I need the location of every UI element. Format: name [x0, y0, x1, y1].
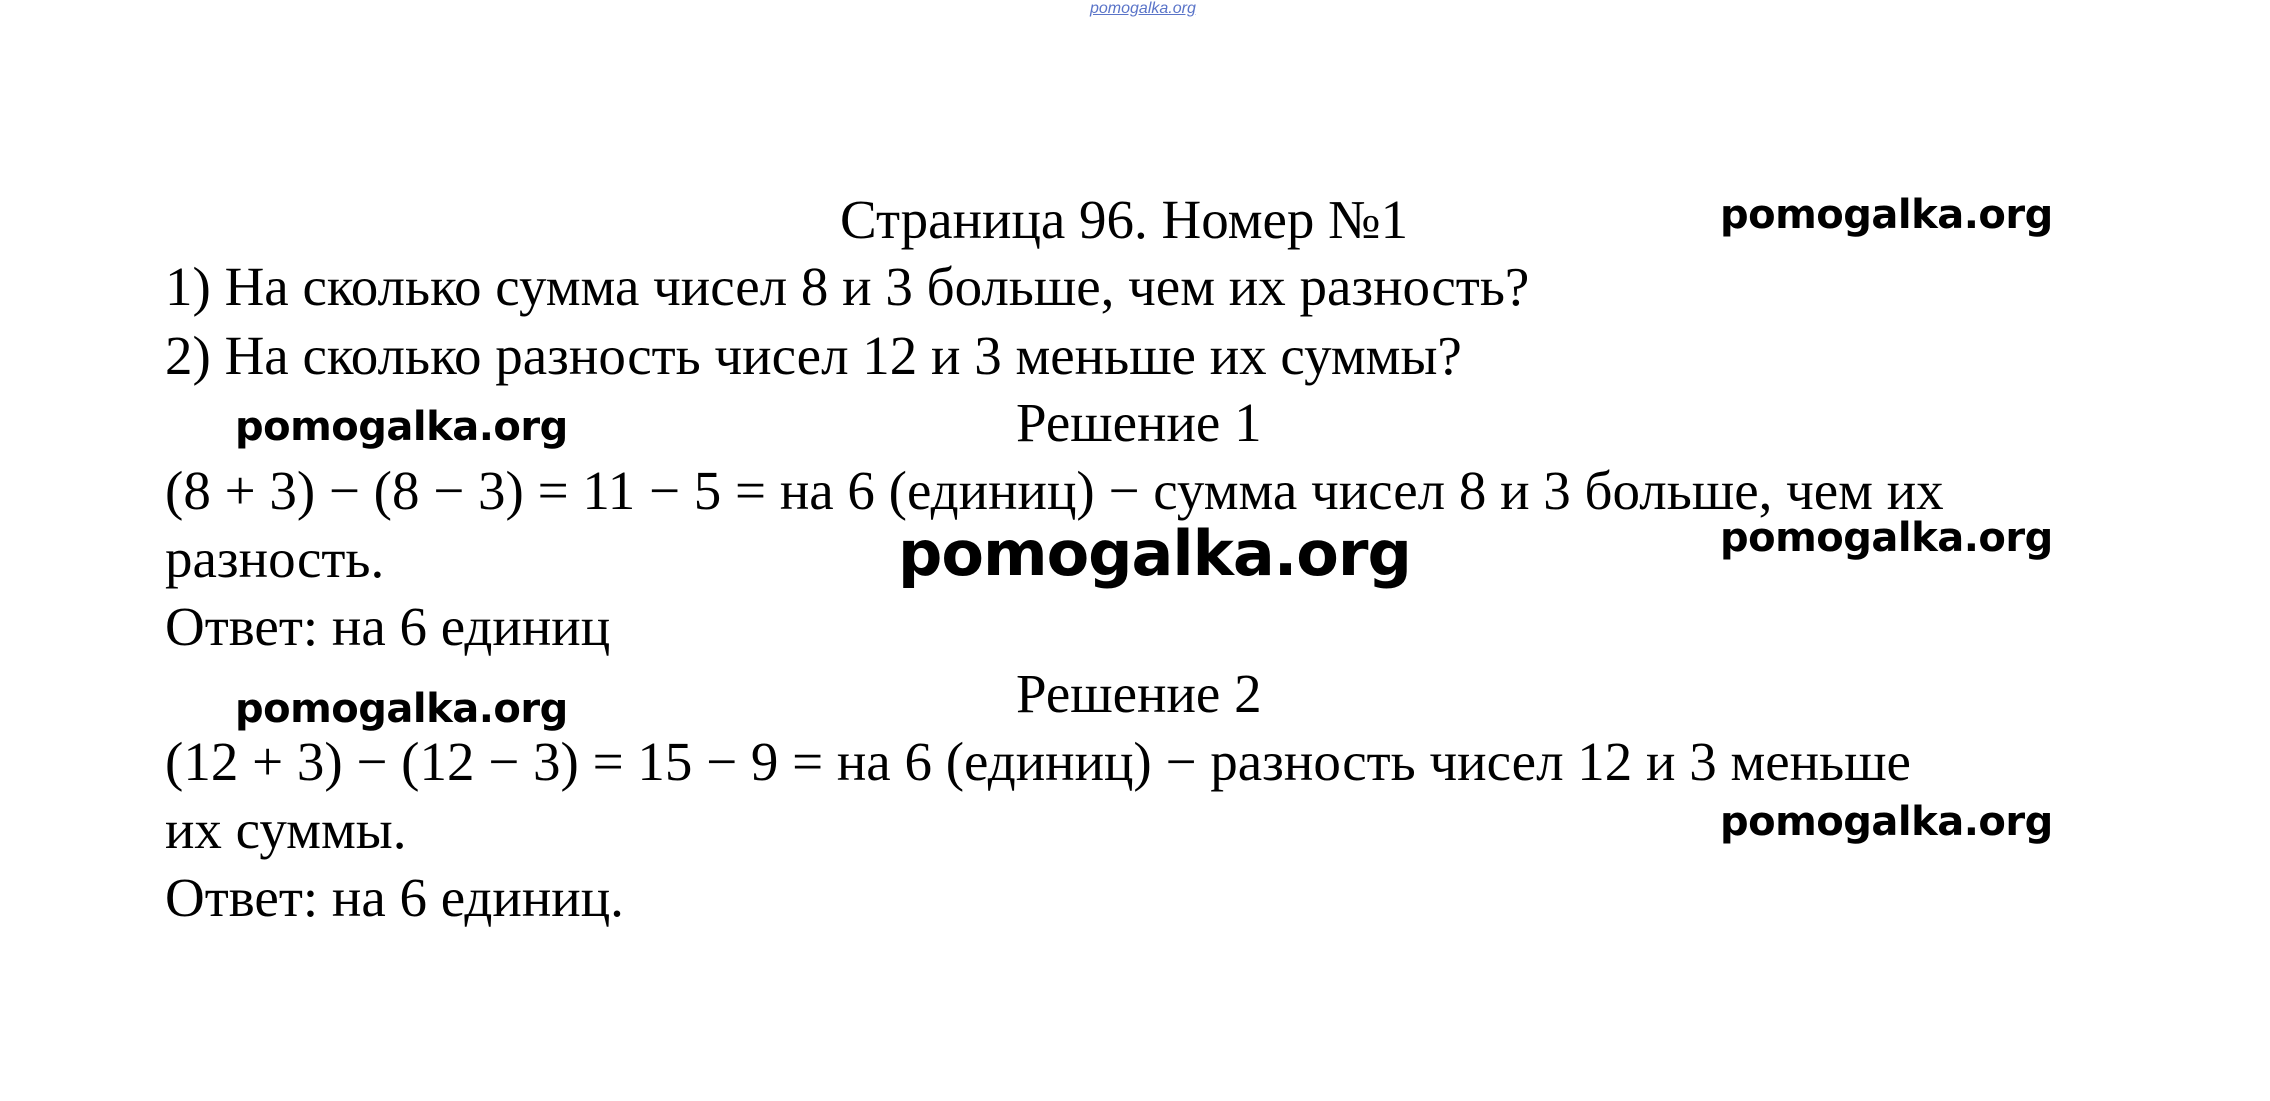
- question-1: 1) На сколько сумма чисел 8 и 3 больше, чем их разность?: [165, 256, 1530, 317]
- solution-1-heading: Решение 1: [1016, 392, 1262, 453]
- solution-2-line-2: их суммы.: [165, 799, 407, 860]
- watermark: pomogalka.org: [1720, 192, 2053, 238]
- site-link[interactable]: pomogalka.org: [1090, 0, 1196, 17]
- solution-2-heading: Решение 2: [1016, 663, 1262, 724]
- solution-1-line-2: разность.: [165, 528, 385, 589]
- watermark: pomogalka.org: [1720, 515, 2053, 561]
- watermark: pomogalka.org: [1720, 799, 2053, 845]
- watermark: pomogalka.org: [235, 686, 568, 732]
- page-title: Страница 96. Номер №1: [840, 189, 1409, 250]
- solution-1-line-1: (8 + 3) − (8 − 3) = 11 − 5 = на 6 (единиц) − сумма чисел 8 и 3 больше, чем их: [165, 460, 1944, 521]
- watermark: pomogalka.org: [235, 404, 568, 450]
- solution-2-line-1: (12 + 3) − (12 − 3) = 15 − 9 = на 6 (единиц) − разность чисел 12 и 3 меньше: [165, 731, 1911, 792]
- question-2: 2) На сколько разность чисел 12 и 3 меньше их суммы?: [165, 325, 1462, 386]
- solution-2-answer: Ответ: на 6 единиц.: [165, 867, 624, 928]
- solution-1-answer: Ответ: на 6 единиц: [165, 596, 611, 657]
- watermark-large: pomogalka.org: [898, 517, 1411, 590]
